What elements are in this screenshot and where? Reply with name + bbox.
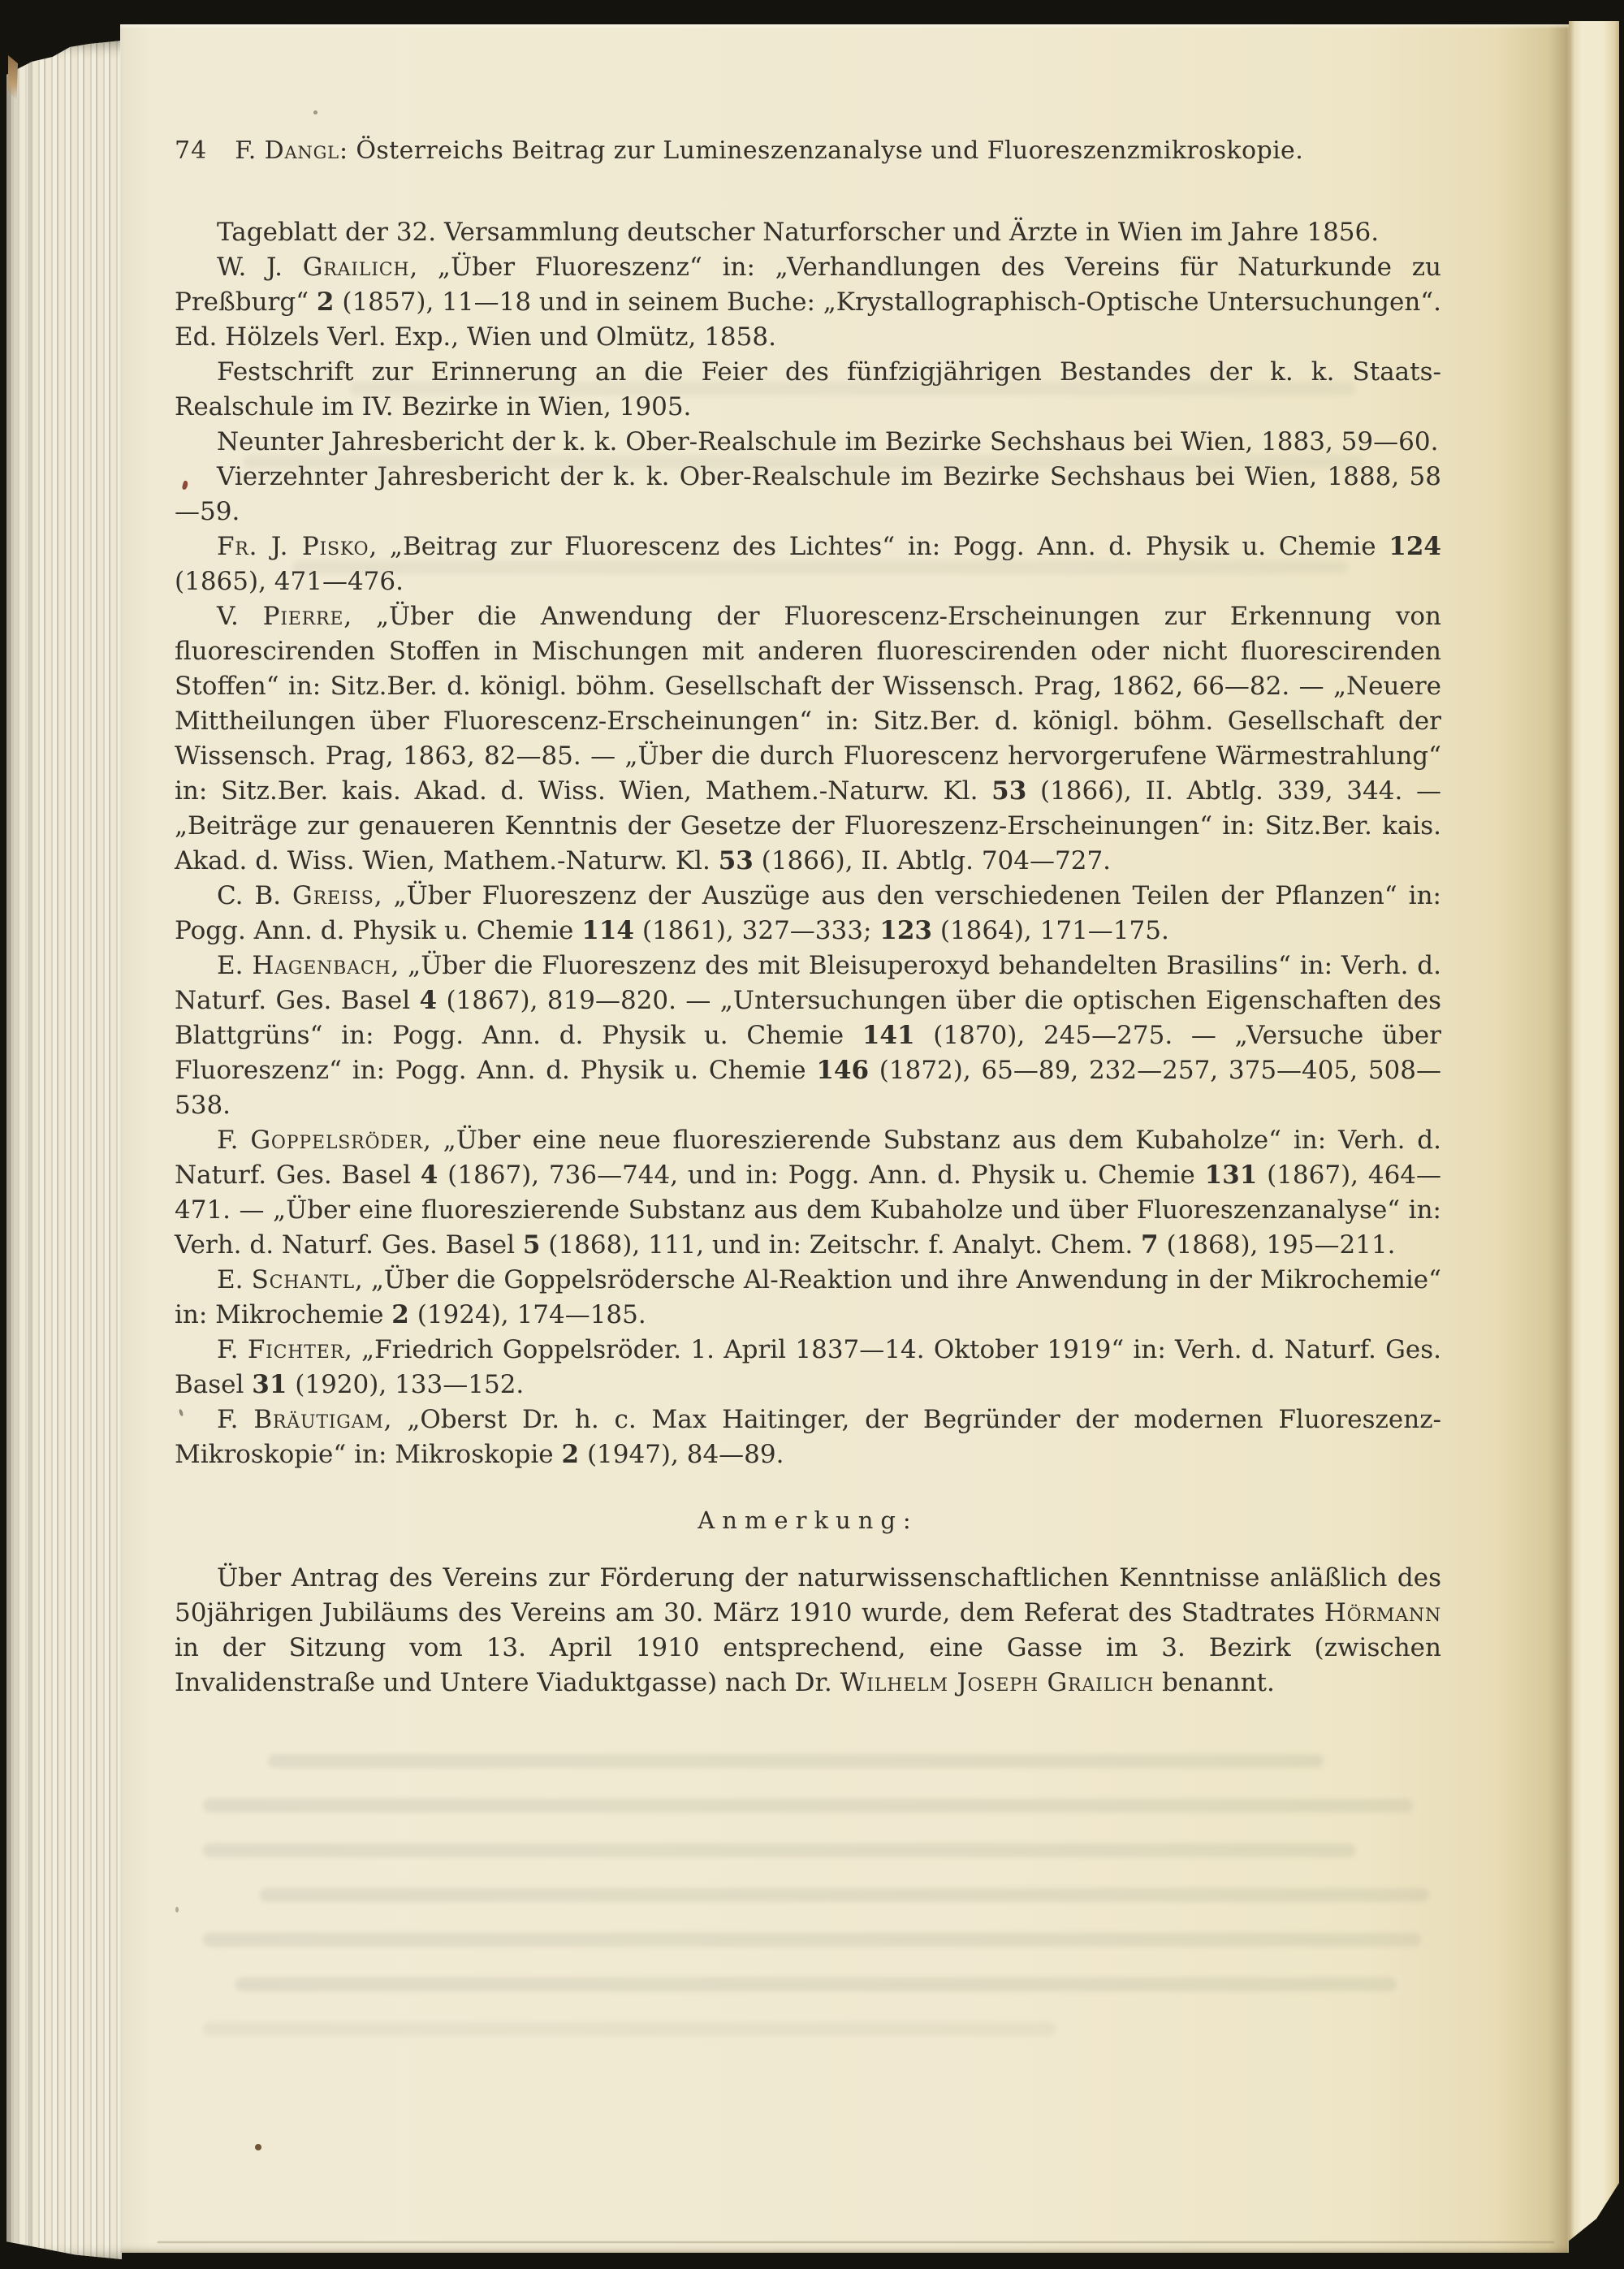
show-through-smudge bbox=[203, 1799, 1413, 1813]
facing-page-edge bbox=[1569, 21, 1619, 2254]
paper-speck bbox=[313, 110, 317, 115]
page-number: 74 bbox=[175, 136, 208, 165]
show-through-smudge bbox=[203, 1843, 1356, 1857]
bibliography-entry: Tageblatt der 32. Versammlung deutscher Naturforscher und Ärzte in Wien im Jahre 1856. bbox=[217, 218, 1380, 247]
bibliography bbox=[175, 215, 1441, 1701]
bibliography-entry: Festschrift zur Erinnerung an die Feier des fünfzigjährigen Bestandes der k. k. Staats-Realschule im IV. Bezirke in Wien, 1905. bbox=[175, 357, 1441, 421]
show-through-smudge bbox=[292, 560, 1348, 574]
bibliography-entry: F. Fichter, „Friedrich Goppelsröder. 1. April 1837—14. Oktober 1919“ in: Verh. d. Naturf. Ges. Basel 31 (1920), 133—152. bbox=[175, 1335, 1442, 1399]
note-heading: Anmerkung: bbox=[698, 1506, 918, 1534]
paper-speck bbox=[255, 2144, 261, 2150]
note-paragraph: Über Antrag des Vereins zur Förderung der naturwissenschaftlichen Kenntnisse anläßlich des 50jährigen Jubiläums des Vereins am 30. März 1910 wurde, dem Referat des Stadtrates Hörmann in der Sitzung vom 13. April 1910 entsprechend, eine Gasse im 3. Bezirk (zwischen Invalidenstraße und Untere Viaduktgasse) nach Dr. Wilhelm Joseph Grailich benannt. bbox=[175, 1563, 1441, 1697]
show-through-smudge bbox=[203, 1933, 1421, 1947]
show-through-smudge bbox=[349, 382, 1356, 395]
bibliography-entry: Vierzehnter Jahresbericht der k. k. Ober-Realschule im Bezirke Sechshaus bei Wien, 1888, 58—59. bbox=[175, 462, 1441, 526]
page-header bbox=[175, 136, 1441, 165]
show-through-smudge bbox=[260, 1888, 1429, 1902]
show-through-smudge bbox=[244, 455, 1364, 469]
bibliography-entry: F. Goppelsröder, „Über eine neue fluoreszierende Substanz aus dem Kubaholze“ in: Verh. d. Naturf. Ges. Basel 4 (1867), 736—744, und in: Pogg. Ann. d. Physik u. Chemie 131 (1867), 464—471. — „Über eine fluoreszierende Substanz aus dem Kubaholze und über Fluoreszenzanalyse“ in: Verh. d. Naturf. Ges. Basel 5 (1868), 111, und in: Zeitschr. f. Analyt. Chem. 7 (1868), 195—211. bbox=[175, 1126, 1442, 1260]
text-column bbox=[175, 24, 1441, 1701]
bibliography-entry: E. Schantl, „Über die Goppelsrödersche Al-Reaktion und ihre Anwendung in der Mikrochemie“ in: Mikrochemie 2 (1924), 174—185. bbox=[175, 1265, 1441, 1329]
bibliography-entry: V. Pierre, „Über die Anwendung der Fluorescenz-Erscheinungen zur Erkennung von fluorescirenden Stoffen in Mischungen mit anderen fluorescirenden oder nicht fluorescirenden Stoffen“ in: Sitz.Ber. d. königl. böhm. Gesellschaft der Wissensch. Prag, 1862, 66—82. — „Neuere Mittheilungen über Fluorescenz-Erscheinungen“ in: Sitz.Ber. d. königl. böhm. Gesellschaft der Wissensch. Prag, 1863, 82—85. — „Über die durch Fluorescenz hervorgerufene Wärmestrahlung“ in: Sitz.Ber. kais. Akad. d. Wiss. Wien, Mathem.-Naturw. Kl. 53 (1866), II. Abtlg. 339, 344. — „Beiträge zur genaueren Kenntnis der Gesetze der Fluoreszenz-Erscheinungen“ in: Sitz.Ber. kais. Akad. d. Wiss. Wien, Mathem.-Naturw. Kl. 53 (1866), II. Abtlg. 704—727. bbox=[175, 602, 1441, 875]
show-through-smudge bbox=[235, 1977, 1397, 1991]
show-through-smudge bbox=[203, 2022, 1056, 2036]
bibliography-entry: C. B. Greiss, „Über Fluoreszenz der Auszüge aus den verschiedenen Teilen der Pflanzen“ in: Pogg. Ann. d. Physik u. Chemie 114 (1861), 327—333; 123 (1864), 171—175. bbox=[175, 881, 1441, 945]
bibliography-entry: Neunter Jahresbericht der k. k. Ober-Realschule im Bezirke Sechshaus bei Wien, 1883, 59—60. bbox=[217, 427, 1439, 456]
show-through-smudge bbox=[268, 1754, 1324, 1768]
bibliography-entry: F. Bräutigam, „Oberst Dr. h. c. Max Haitinger, der Begründer der modernen Fluoreszenz-Mikroskopie“ in: Mikroskopie 2 (1947), 84—89. bbox=[175, 1405, 1441, 1469]
left-page-edge-stack bbox=[6, 41, 122, 2259]
running-title: F. Dangl: Österreichs Beitrag zur Lumineszenzanalyse und Fluoreszenzmikroskopie. bbox=[235, 136, 1304, 165]
bibliography-entry: Fr. J. Pisko, „Beitrag zur Fluorescenz des Lichtes“ in: Pogg. Ann. d. Physik u. Chemie 124 (1865), 471—476. bbox=[175, 532, 1441, 596]
bibliography-entry: E. Hagenbach, „Über die Fluoreszenz des mit Bleisuperoxyd behandelten Brasilins“ in: Verh. d. Naturf. Ges. Basel 4 (1867), 819—820. — „Untersuchungen über die optischen Eigenschaften des Blattgrüns“ in: Pogg. Ann. d. Physik u. Chemie 141 (1870), 245—275. — „Versuche über Fluoreszenz“ in: Pogg. Ann. d. Physik u. Chemie 146 (1872), 65—89, 232—257, 375—405, 508—538. bbox=[175, 951, 1442, 1120]
bibliography-entry: W. J. Grailich, „Über Fluoreszenz“ in: „Verhandlungen des Vereins für Naturkunde zu Preßburg“ 2 (1857), 11—18 und in seinem Buche: „Krystallographisch-Optische Untersuchungen“. Ed. Hölzels Verl. Exp., Wien und Olmütz, 1858. bbox=[175, 253, 1441, 352]
paper-speck bbox=[175, 1907, 179, 1912]
book-page bbox=[120, 24, 1569, 2253]
